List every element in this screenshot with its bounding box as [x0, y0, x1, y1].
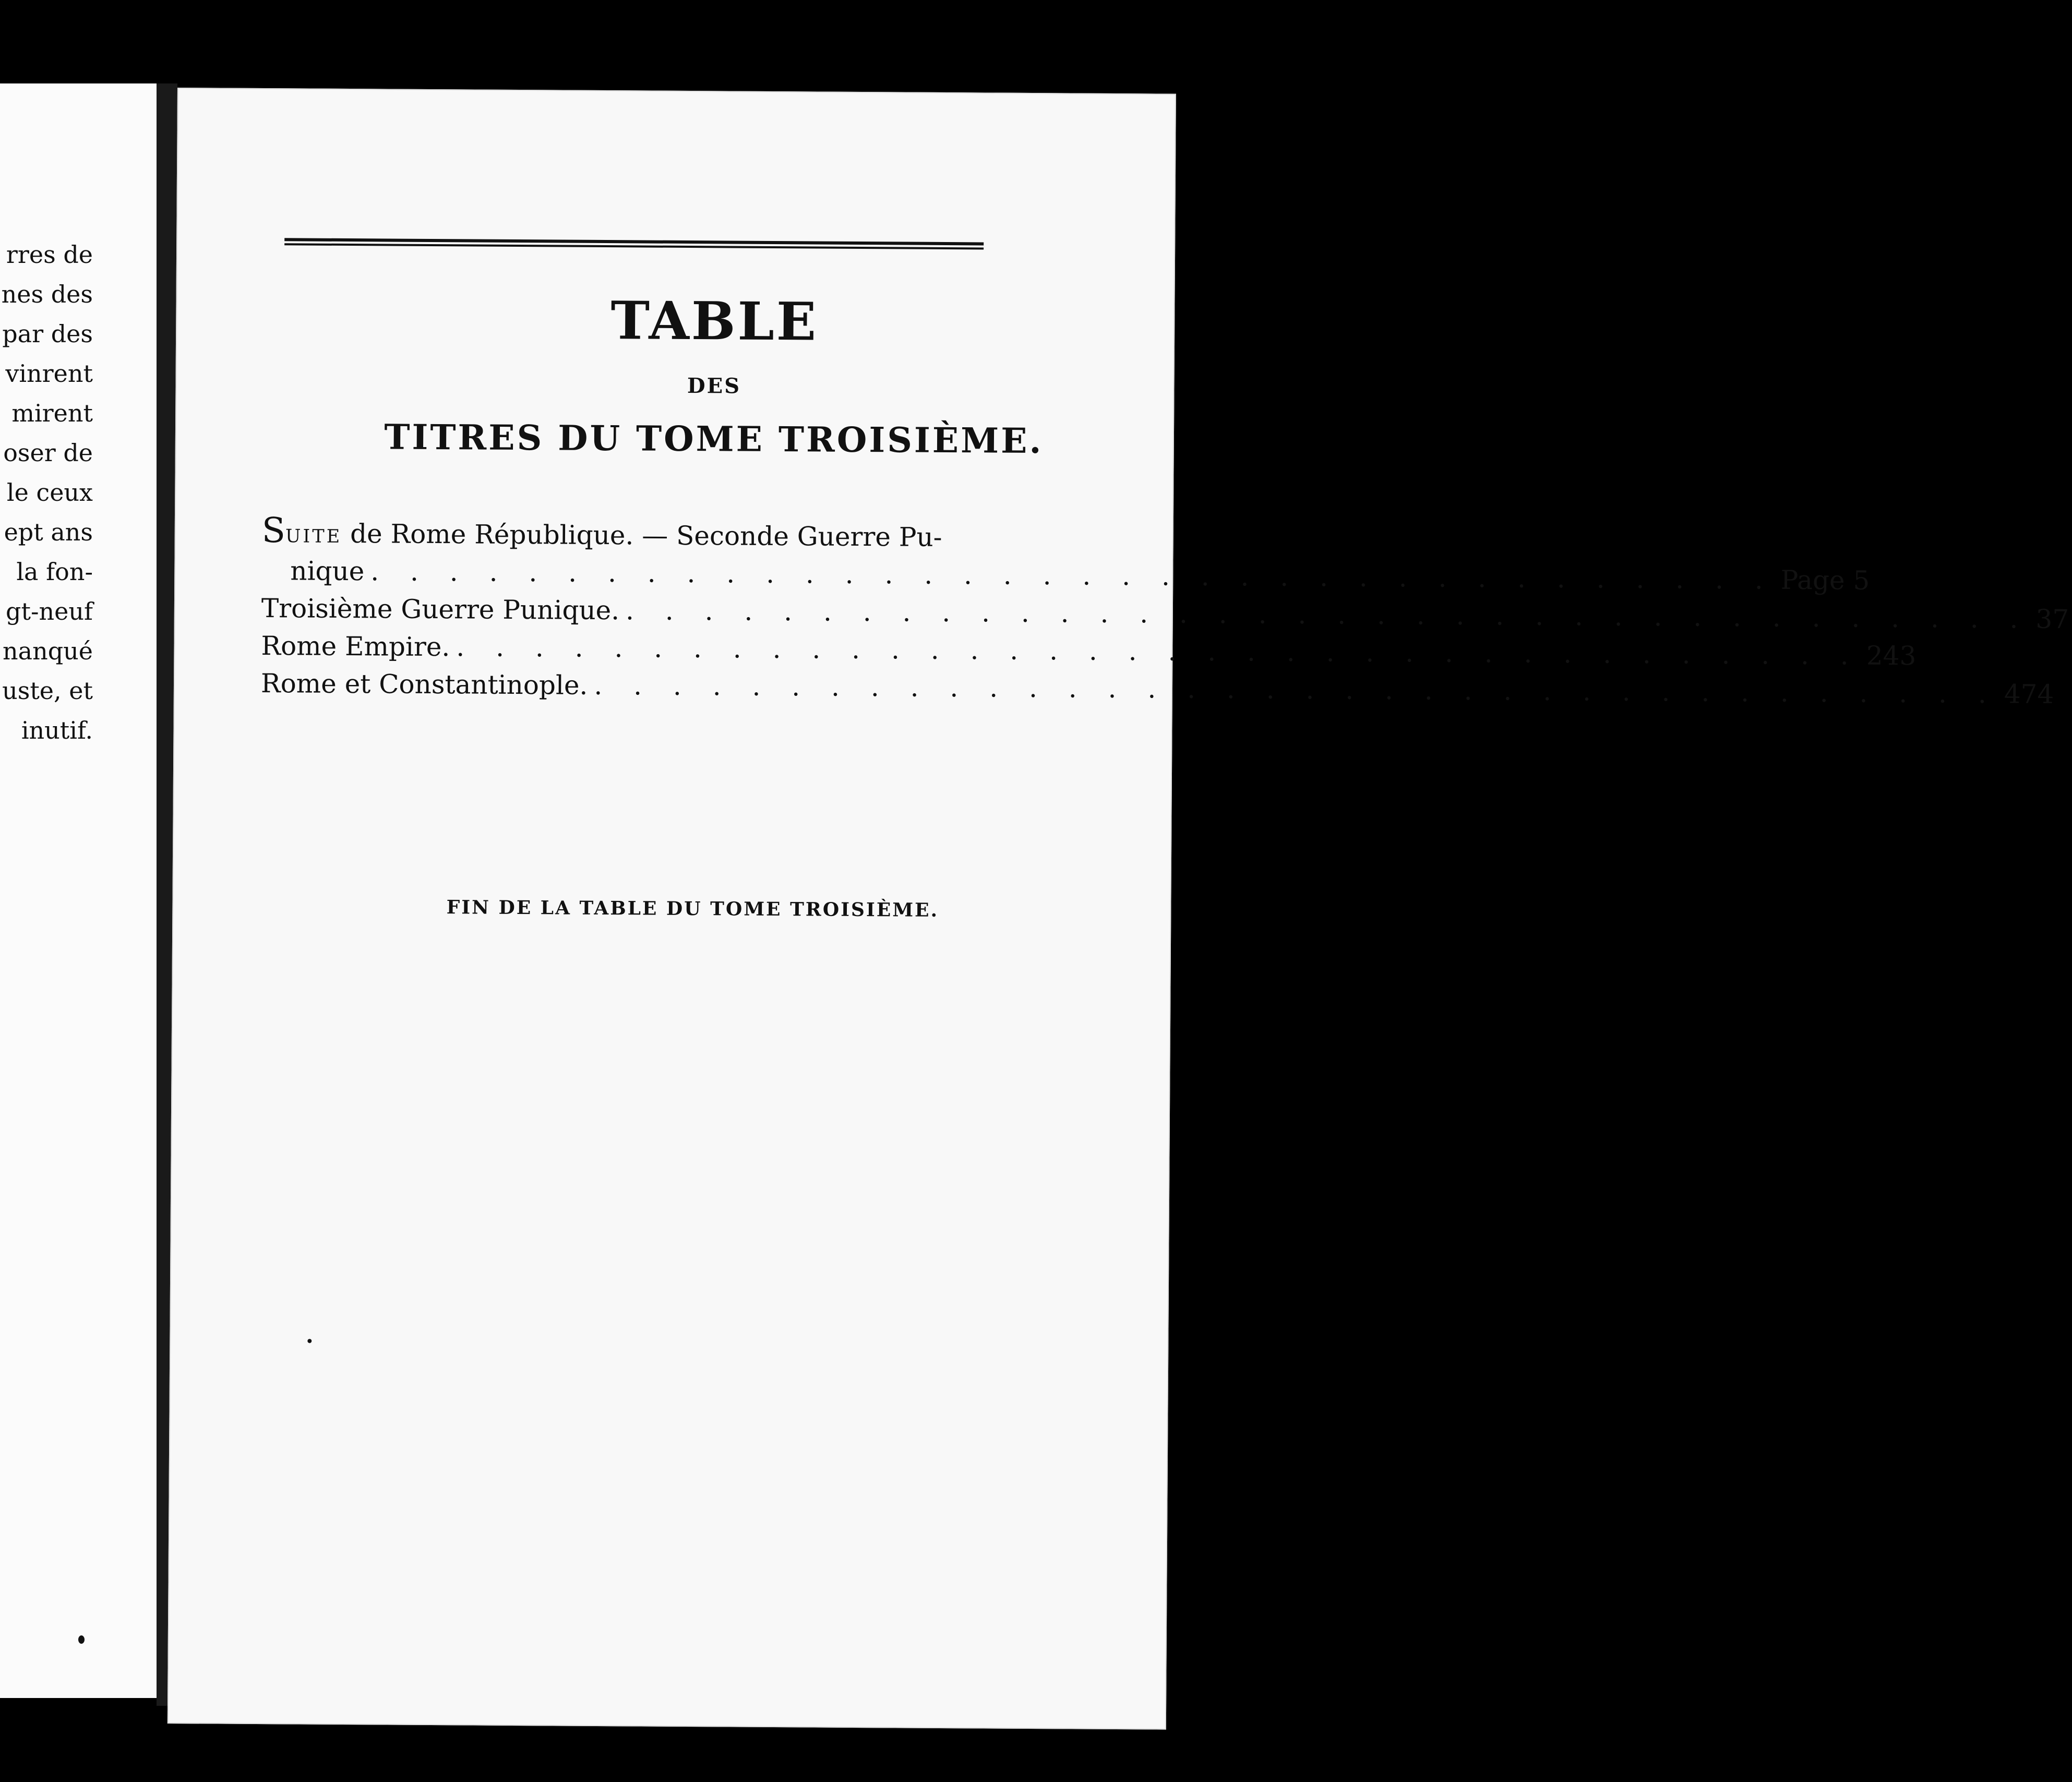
toc-entry-title — [262, 512, 990, 557]
left-page-line: nanqué — [3, 637, 93, 665]
toc-entry — [261, 589, 2069, 635]
toc-row — [261, 627, 1917, 671]
toc-entry — [261, 510, 1870, 596]
page-heading: TABLE — [610, 290, 819, 353]
toc-entry-text: nique — [290, 556, 365, 587]
toc-entry-text: Rome et Constantinople. — [260, 668, 588, 701]
left-page-line: par des — [2, 320, 93, 348]
ink-speck — [307, 1339, 312, 1343]
ink-speck — [78, 1635, 85, 1644]
toc-row — [261, 589, 2069, 635]
toc-entry-text: Rome Empire. — [261, 631, 450, 663]
table-of-contents — [260, 510, 2069, 709]
dot-leader: . . . . . . . . . . . . . . . . . . . . . . . . . . . . . . . . . . . . — [370, 556, 1775, 595]
page-title: TITRES DU TOME TROISIÈME. — [384, 416, 1044, 462]
left-page-line: gt-neuf — [6, 597, 93, 625]
dot-leader: . . . . . . . . . . . . . . . . . . . . . . . . . . . . . . . . . . . . — [625, 595, 2030, 634]
toc-entry — [260, 665, 2054, 709]
toc-page-number: 243 — [1866, 640, 1917, 671]
smallcaps-text: uite — [285, 518, 342, 549]
dot-leader: . . . . . . . . . . . . . . . . . . . . . . . . . . . . . . . . . . . . — [594, 670, 1998, 709]
left-page-line: le ceux — [6, 478, 93, 507]
toc-entry — [261, 627, 1917, 671]
toc-page-number: Page 5 — [1780, 564, 1870, 596]
toc-page-number: 37 — [2035, 604, 2069, 635]
drop-initial: S — [261, 510, 286, 551]
left-page-line: oser de — [3, 439, 93, 467]
toc-row — [260, 665, 2054, 709]
toc-entry-text: Troisième Guerre Punique. — [261, 593, 620, 626]
left-page-line: ept ans — [4, 518, 93, 546]
toc-entry-text: de Rome République. — Seconde Guerre Pu- — [342, 518, 942, 552]
end-of-table-note: FIN DE LA TABLE DU TOME TROISIÈME. — [446, 896, 939, 921]
right-page — [167, 88, 2069, 1730]
toc-row — [261, 552, 1870, 596]
top-double-rule — [284, 238, 984, 249]
left-page-line: la fon- — [16, 558, 93, 586]
left-page-line: mirent — [11, 399, 93, 427]
left-page-line: uste, et — [2, 677, 93, 705]
left-page-line: nes des — [1, 280, 93, 308]
left-page-line: rres de — [6, 240, 93, 269]
left-page-text — [0, 235, 93, 750]
page-subheading: DES — [687, 373, 741, 399]
left-page-line: vinrent — [5, 359, 93, 388]
dot-leader: . . . . . . . . . . . . . . . . . . . . . . . . . . . . . . . . . . . . — [456, 632, 1860, 671]
left-page — [0, 83, 158, 1698]
left-page-line: inutif. — [21, 716, 93, 744]
toc-page-number: 474 — [2004, 679, 2054, 709]
